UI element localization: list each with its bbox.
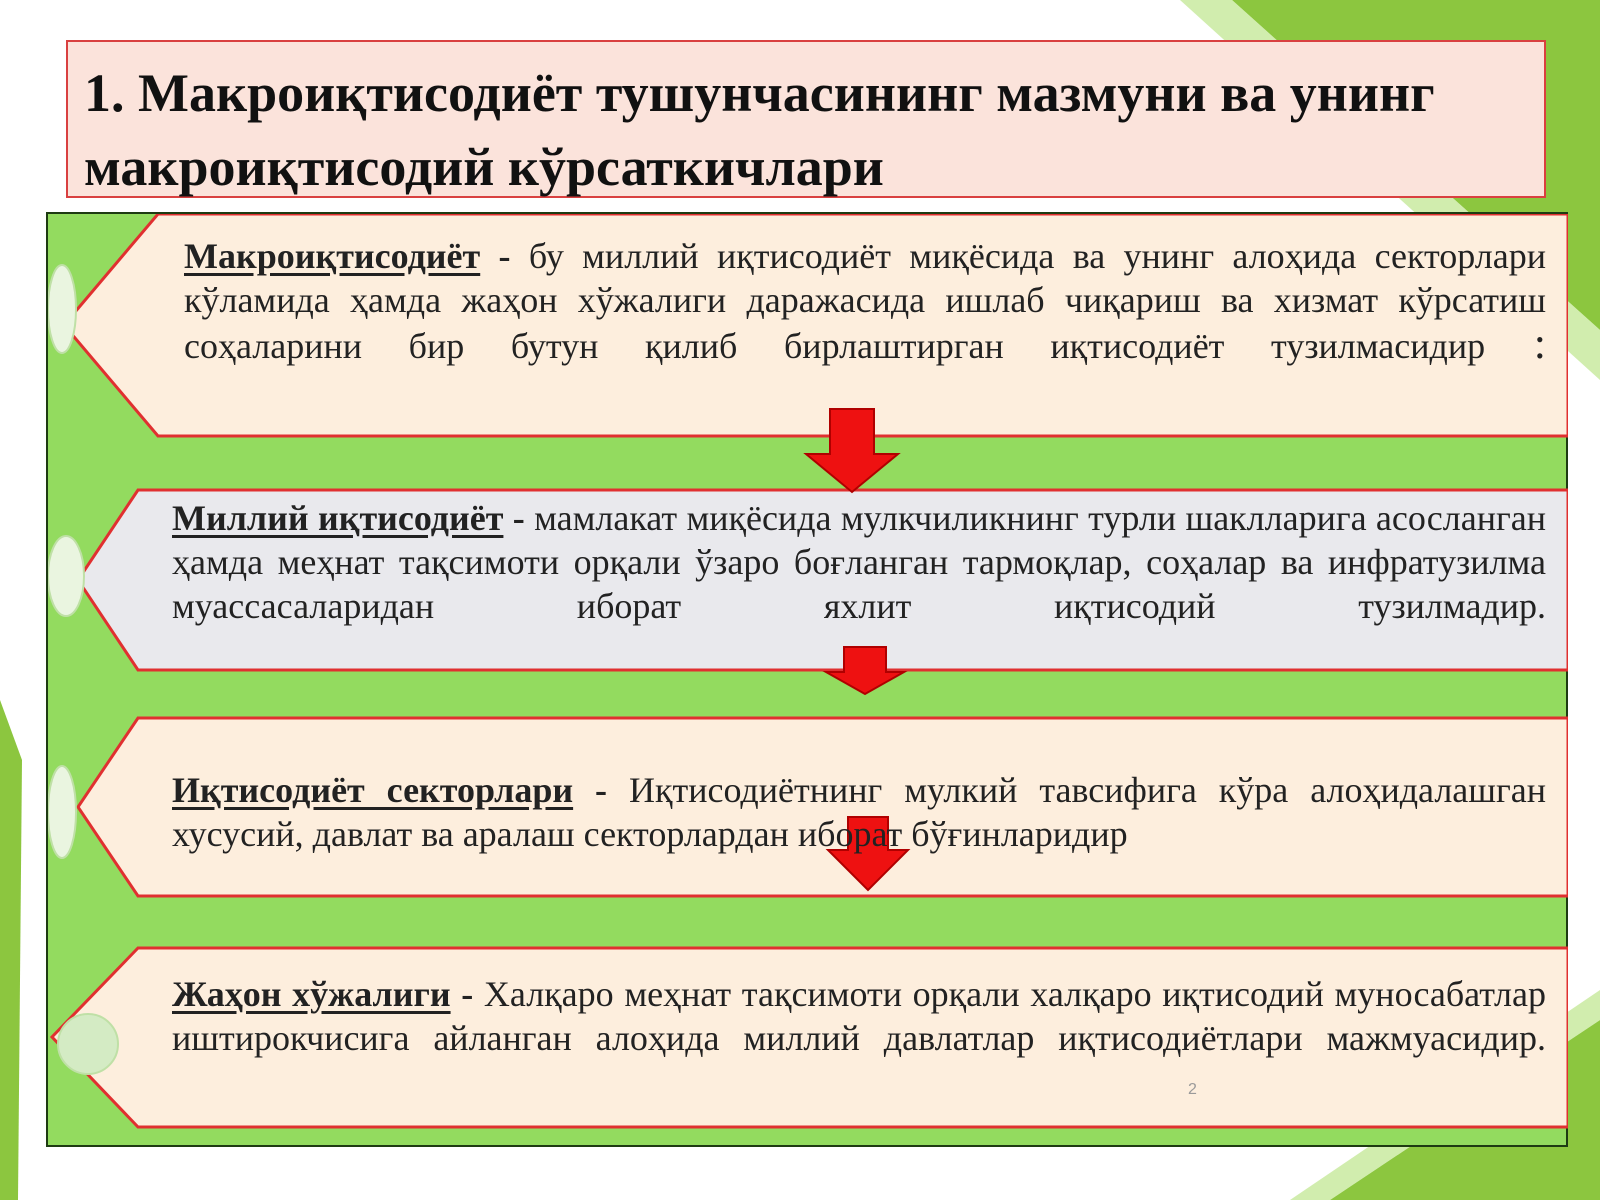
- definition-term-1: Макроиқтисодиёт: [184, 236, 481, 276]
- definition-dash-3: -: [573, 770, 629, 810]
- definition-body-4: Халқаро меҳнат тақсимоти орқали халқаро иқтисодий муносабатлар иштирокчисига айланган алоҳида миллий давлатлар иқтисодиётлари мажмуасидир.: [172, 974, 1546, 1058]
- definition-text-1: [184, 234, 1546, 368]
- definition-term-4: Жаҳон хўжалиги: [172, 974, 451, 1014]
- definition-body-3: Иқтисодиётнинг мулкий тавсифига кўра алоҳидалашган хусусий, давлат ва аралаш секторлардан иборат бўғинларидир: [172, 770, 1546, 854]
- card-4-tab: [58, 1014, 118, 1074]
- definition-text-2: [172, 496, 1546, 628]
- definition-dash-2: -: [503, 498, 535, 538]
- card-2-tab: [48, 536, 84, 616]
- left-green-stripe: [0, 700, 22, 1200]
- definition-body-2: мамлакат миқёсида мулкчиликнинг турли шаклларига асосланган ҳамда меҳнат тақсимоти орқали ўзаро боғланган тармоқлар, соҳалар ва инфратузилма муассасаларидан иборат яхлит иқтисодий тузилмадир.: [172, 498, 1546, 626]
- page-number: 2: [1188, 1081, 1197, 1098]
- definitions-panel: [46, 212, 1568, 1147]
- definition-text-3: [172, 768, 1546, 856]
- definition-text-4: [172, 972, 1546, 1060]
- slide-title: 1. Макроиқтисодиёт тушунчасининг мазмуни ва унинг макроиқтисодий кўрсаткичлари: [84, 63, 1435, 197]
- definition-body-1: бу миллий иқтисодиёт миқёсида ва унинг алоҳида секторлари кўламида ҳамда жаҳон хўжалиги даражасида ишлаб чиқариш ва хизмат кўрсатиш соҳаларини бир бутун қилиб бирлаштирган иқтисодиёт тузилмасидир: [184, 236, 1546, 366]
- title-box: [66, 40, 1546, 198]
- card-3-tab: [48, 766, 76, 858]
- definition-dash-4: -: [450, 974, 484, 1014]
- definition-term-2: Миллий иқтисодиёт: [172, 498, 504, 538]
- card-1-tab: [48, 265, 76, 353]
- definition-colon-1: :: [1485, 319, 1546, 368]
- definition-dash-1: -: [480, 236, 529, 276]
- definition-term-3: Иқтисодиёт секторлари: [172, 770, 574, 810]
